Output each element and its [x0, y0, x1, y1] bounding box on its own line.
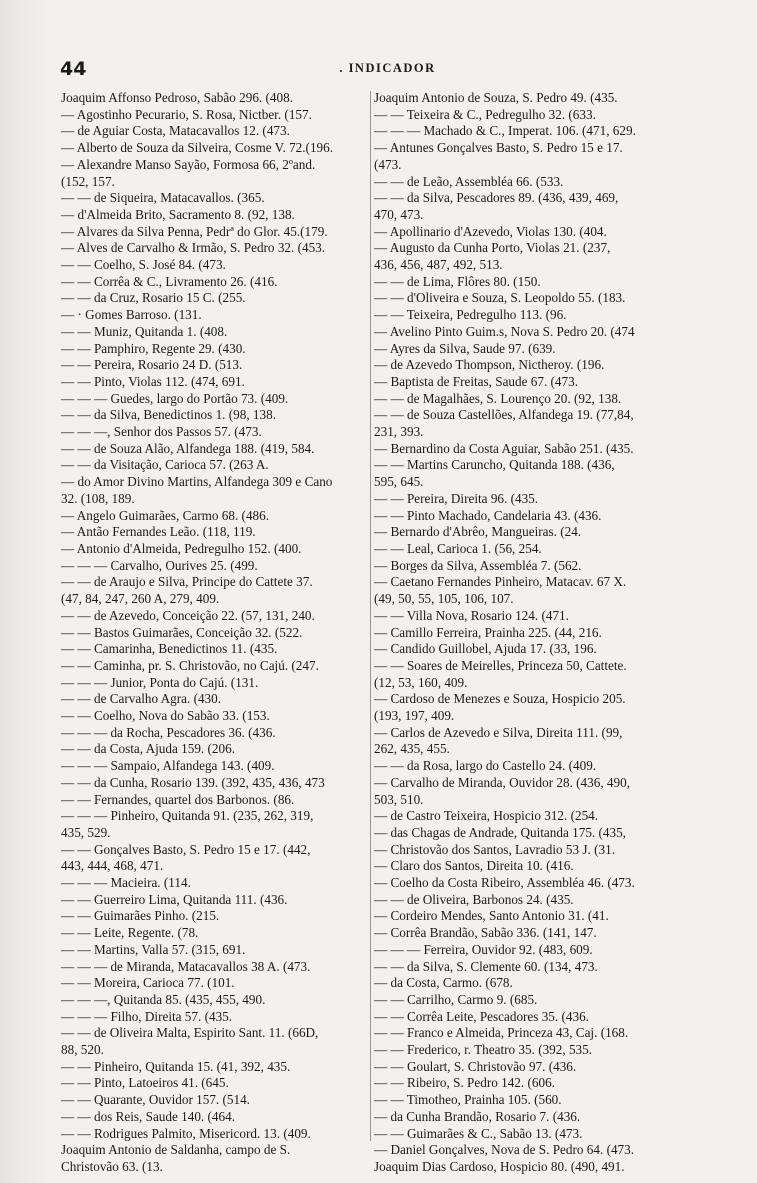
directory-entry-line: — — de Lima, Flôres 80. (150.: [374, 273, 541, 289]
directory-entry-line: — Augusto da Cunha Porto, Violas 21. (237,: [374, 240, 611, 256]
directory-entry-line: — — — Ferreira, Ouvidor 92. (483, 609.: [374, 941, 593, 957]
page-header: [60, 58, 715, 80]
directory-entry-line: — — Coelho, S. José 84. (473.: [61, 257, 226, 273]
directory-entry-line: — da Costa, Carmo. (678.: [374, 975, 513, 991]
directory-entry-line: — — Leal, Carioca 1. (56, 254.: [374, 540, 542, 556]
directory-entry-line: — — — Filho, Direita 57. (435.: [61, 1008, 233, 1024]
directory-entry-line: (193, 197, 409.: [374, 708, 455, 724]
directory-entry-line: — Alvares da Silva Penna, Pedrª do Glor. 45.(179.: [61, 223, 328, 239]
directory-entry-line: — — Pamphiro, Regente 29. (430.: [61, 340, 246, 356]
directory-entry-line: Joaquim Dias Cardoso, Hospicio 80. (490, 491.: [374, 1159, 625, 1174]
directory-entry-line: — — Bastos Guimarães, Conceição 32. (522.: [61, 624, 303, 640]
directory-entry-line: — Coelho da Costa Ribeiro, Assembléa 46. (473.: [374, 875, 635, 891]
directory-entry-line: — de Aguiar Costa, Matacavallos 12. (473.: [61, 123, 290, 139]
directory-entry-line: — — Guerreiro Lima, Quitanda 111. (436.: [61, 891, 288, 907]
directory-entry-line: 231, 393.: [374, 424, 424, 440]
directory-entry-line: — — Moreira, Carioca 77. (101.: [61, 975, 235, 991]
directory-entry-line: — — de Oliveira, Barbonos 24. (435.: [374, 891, 574, 907]
directory-entry-line: — — da Cunha, Rosario 139. (392, 435, 436, 473: [61, 774, 325, 790]
directory-entry-line: — Avelino Pinto Guim.s, Nova S. Pedro 20. (474: [374, 323, 635, 339]
directory-entry-line: — — Pereira, Direita 96. (435.: [374, 490, 539, 506]
column-divider: [370, 91, 371, 1141]
directory-entry-line: — — Frederico, r. Theatro 35. (392, 535.: [374, 1042, 593, 1058]
directory-entry-line: — — Pinto, Latoeiros 41. (645.: [61, 1075, 229, 1091]
directory-entry-line: 443, 444, 468, 471.: [61, 858, 164, 874]
directory-entry-line: 262, 435, 455.: [374, 741, 450, 757]
directory-entry-line: — Agostinho Pecurario, S. Rosa, Nictber. (157.: [61, 106, 312, 122]
directory-entry-line: — — de Oliveira Malta, Espirito Sant. 11. (66D,: [61, 1025, 319, 1041]
directory-entry-line: — — — Guedes, largo do Portão 73. (409.: [61, 390, 289, 406]
directory-entry-line: 595, 645.: [374, 474, 424, 490]
directory-entry-line: — Angelo Guimarães, Carmo 68. (486.: [61, 507, 270, 523]
directory-entry-line: — d'Almeida Brito, Sacramento 8. (92, 138.: [61, 206, 295, 222]
directory-entry-line: — — Soares de Meirelles, Princeza 50, Cattete.: [374, 657, 627, 673]
directory-entry-line: — — — Junior, Ponta do Cajú. (131.: [61, 674, 259, 690]
directory-entry-line: — Carlos de Azevedo e Silva, Direita 111. (99,: [374, 724, 623, 740]
directory-entry-line: — — de Magalhães, S. Lourenço 20. (92, 138.: [374, 390, 622, 406]
directory-entry-line: — — de Araujo e Silva, Principe do Cattete 37.: [61, 574, 313, 590]
directory-entry-line: — — Ribeiro, S. Pedro 142. (606.: [374, 1075, 555, 1091]
directory-entry-line: 32. (108, 189.: [61, 490, 135, 506]
left-column: [61, 90, 371, 1176]
directory-entry-line: — — — Carvalho, Ourives 25. (499.: [61, 557, 258, 573]
directory-entry-line: — — dos Reis, Saude 140. (464.: [61, 1108, 235, 1124]
directory-entry-line: — — da Silva, Pescadores 89. (436, 439, 469,: [374, 190, 619, 206]
directory-entry-line: — Borges da Silva, Assembléa 7. (562.: [374, 557, 582, 573]
running-title: . INDICADOR: [339, 61, 436, 75]
directory-entry-line: — — — Pinheiro, Quitanda 91. (235, 262, 319,: [61, 808, 314, 824]
directory-entry-line: — Ayres da Silva, Saude 97. (639.: [374, 340, 556, 356]
directory-entry-line: — — — Sampaio, Alfandega 143. (409.: [61, 758, 275, 774]
directory-entry-line: Joaquim Antonio de Saldanha, campo de S.: [61, 1142, 291, 1158]
directory-entry-line: — Caetano Fernandes Pinheiro, Matacav. 67 X.: [374, 574, 627, 590]
directory-entry-line: — — Villa Nova, Rosario 124. (471.: [374, 607, 569, 623]
directory-entry-line: (152, 157.: [61, 173, 115, 189]
directory-entry-line: — — Camarinha, Benedictinos 11. (435.: [61, 641, 278, 657]
directory-entry-line: — — Muniz, Quitanda 1. (408.: [61, 323, 228, 339]
directory-entry-line: 503, 510.: [374, 791, 424, 807]
directory-entry-line: — Corrêa Brandão, Sabão 336. (141, 147.: [374, 925, 597, 941]
directory-entry-line: — Baptista de Freitas, Saude 67. (473.: [374, 373, 579, 389]
directory-entry-line: — Christovão dos Santos, Lavradio 53 J. (31.: [374, 841, 616, 857]
directory-entry-line: — de Castro Teixeira, Hospicio 312. (254.: [374, 808, 599, 824]
directory-entry-line: — Candido Guillobel, Ajuda 17. (33, 196.: [374, 641, 597, 657]
directory-entry-line: Christovão 63. (13.: [61, 1159, 163, 1174]
directory-entry-line: — — Martins Caruncho, Quitanda 188. (436,: [374, 457, 615, 473]
page-margin-shadow: [0, 0, 50, 1183]
directory-entry-line: — — — de Miranda, Matacavallos 38 A. (473.: [61, 958, 311, 974]
directory-entry-line: — — Pinto, Violas 112. (474, 691.: [61, 373, 245, 389]
directory-entry-line: — — —, Quitanda 85. (435, 455, 490.: [61, 991, 266, 1007]
directory-entry-line: — Bernardo d'Abrêo, Mangueiras. (24.: [374, 524, 582, 540]
directory-entry-line: — do Amor Divino Martins, Alfandega 309 e Cano: [61, 474, 333, 490]
directory-entry-line: — — Coelho, Nova do Sabão 33. (153.: [61, 708, 270, 724]
directory-entry-line: — — — Macieira. (114.: [61, 875, 191, 891]
directory-entry-line: (12, 53, 160, 409.: [374, 674, 468, 690]
directory-entry-line: — — Quarante, Ouvidor 157. (514.: [61, 1092, 250, 1108]
directory-entry-line: — Daniel Gonçalves, Nova de S. Pedro 64. (473.: [374, 1142, 635, 1158]
directory-entry-line: — — da Rosa, largo do Castello 24. (409.: [374, 758, 597, 774]
directory-entry-line: — — Corrêa Leite, Pescadores 35. (436.: [374, 1008, 589, 1024]
directory-entry-line: — — Leite, Regente. (78.: [61, 925, 199, 941]
directory-entry-line: 436, 456, 487, 492, 513.: [374, 257, 503, 273]
directory-entry-line: — — Teixeira, Pedregulho 113. (96.: [374, 307, 567, 323]
directory-entry-line: — — de Siqueira, Matacavallos. (365.: [61, 190, 265, 206]
directory-entry-line: — — Guimarães & C., Sabão 13. (473.: [374, 1125, 583, 1141]
directory-entry-line: — Antunes Gonçalves Basto, S. Pedro 15 e 17.: [374, 140, 623, 156]
directory-entry-line: — Bernardino da Costa Aguiar, Sabão 251. (435.: [374, 440, 634, 456]
directory-entry-line: — de Azevedo Thompson, Nictheroy. (196.: [374, 357, 605, 373]
directory-entry-line: — — da Visitação, Carioca 57. (263 A.: [61, 457, 269, 473]
directory-entry-line: Joaquim Antonio de Souza, S. Pedro 49. (435.: [374, 90, 618, 105]
directory-entry-line: — Alberto de Souza da Silveira, Cosme V. 72.(196.: [61, 140, 334, 156]
directory-entry-line: — — Goulart, S. Christovão 97. (436.: [374, 1058, 577, 1074]
directory-entry-line: — Cordeiro Mendes, Santo Antonio 31. (41.: [374, 908, 609, 924]
directory-entry-line: — Antão Fernandes Leão. (118, 119.: [61, 524, 256, 540]
directory-entry-line: (49, 50, 55, 105, 106, 107.: [374, 591, 514, 607]
directory-entry-line: — Carvalho de Miranda, Ouvidor 28. (436, 490,: [374, 774, 631, 790]
directory-entry-line: — Alexandre Manso Sayão, Formosa 66, 2ºand.: [61, 156, 316, 172]
directory-entry-line: (47, 84, 247, 260 A, 279, 409.: [61, 591, 220, 607]
directory-entry-line: — Alves de Carvalho & Irmão, S. Pedro 32. (453.: [61, 240, 326, 256]
directory-entry-line: 470, 473.: [374, 206, 424, 222]
directory-entry-line: — — Corrêa & C., Livramento 26. (416.: [61, 273, 278, 289]
directory-entry-line: — — Timotheo, Prainha 105. (560.: [374, 1092, 562, 1108]
directory-entry-line: — — da Silva, Benedictinos 1. (98, 138.: [61, 407, 277, 423]
directory-entry-line: — — Guimarães Pinho. (215.: [61, 908, 220, 924]
directory-entry-line: — — Martins, Valla 57. (315, 691.: [61, 941, 246, 957]
directory-entry-line: — — da Silva, S. Clemente 60. (134, 473.: [374, 958, 598, 974]
directory-entry-line: — — Rodrigues Palmito, Misericord. 13. (409.: [61, 1125, 311, 1141]
directory-entry-line: — das Chagas de Andrade, Quitanda 175. (435,: [374, 824, 626, 840]
directory-entry-line: — — Pereira, Rosario 24 D. (513.: [61, 357, 243, 373]
directory-entry-line: — Antonio d'Almeida, Pedregulho 152. (400.: [61, 540, 302, 556]
directory-entry-line: — — Pinto Machado, Candelaria 43. (436.: [374, 507, 602, 523]
directory-entry-line: 435, 529.: [61, 824, 111, 840]
directory-entry-line: — — da Cruz, Rosario 15 C. (255.: [61, 290, 246, 306]
directory-entry-line: — — Teixeira & C., Pedregulho 32. (633.: [374, 106, 596, 122]
directory-entry-line: — — Franco e Almeida, Princeza 43, Caj. (168.: [374, 1025, 629, 1041]
directory-entry-line: — — — da Rocha, Pescadores 36. (436.: [61, 724, 276, 740]
directory-entry-line: — · Gomes Barroso. (131.: [61, 307, 202, 323]
directory-entry-line: (473.: [374, 156, 402, 172]
directory-entry-line: — — Gonçalves Basto, S. Pedro 15 e 17. (442,: [61, 841, 311, 857]
directory-entry-line: Joaquim Affonso Pedroso, Sabão 296. (408.: [61, 90, 293, 105]
directory-entry-line: — — — Machado & C., Imperat. 106. (471, 629.: [374, 123, 636, 139]
directory-entry-line: — Camillo Ferreira, Prainha 225. (44, 216.: [374, 624, 602, 640]
directory-entry-line: — — —, Senhor dos Passos 57. (473.: [61, 424, 262, 440]
directory-entry-line: — da Cunha Brandão, Rosario 7. (436.: [374, 1108, 581, 1124]
directory-entry-line: — — Pinheiro, Quitanda 15. (41, 392, 435.: [61, 1058, 291, 1074]
right-column: [374, 90, 704, 1176]
directory-entry-line: — — de Azevedo, Conceição 22. (57, 131, 240.: [61, 607, 315, 623]
directory-entry-line: 88, 520.: [61, 1042, 104, 1058]
page-number: 44: [60, 58, 87, 80]
directory-entry-line: — Cardoso de Menezes e Souza, Hospicio 205.: [374, 691, 626, 707]
directory-entry-line: — Apollinario d'Azevedo, Violas 130. (404.: [374, 223, 607, 239]
directory-entry-line: — — de Souza Alão, Alfandega 188. (419, 584.: [61, 440, 315, 456]
directory-entry-line: — — da Costa, Ajuda 159. (206.: [61, 741, 235, 757]
directory-entry-line: — — d'Oliveira e Souza, S. Leopoldo 55. (183.: [374, 290, 626, 306]
directory-entry-line: — — de Souza Castellões, Alfandega 19. (77,84,: [374, 407, 634, 423]
directory-entry-line: — — Carrilho, Carmo 9. (685.: [374, 991, 538, 1007]
directory-entry-line: — — de Leão, Assembléa 66. (533.: [374, 173, 564, 189]
directory-entry-line: — — Fernandes, quartel dos Barbonos. (86.: [61, 791, 295, 807]
directory-entry-line: — — de Carvalho Agra. (430.: [61, 691, 222, 707]
directory-entry-line: — Claro dos Santos, Direita 10. (416.: [374, 858, 574, 874]
directory-entry-line: — — Caminha, pr. S. Christovão, no Cajú. (247.: [61, 657, 319, 673]
